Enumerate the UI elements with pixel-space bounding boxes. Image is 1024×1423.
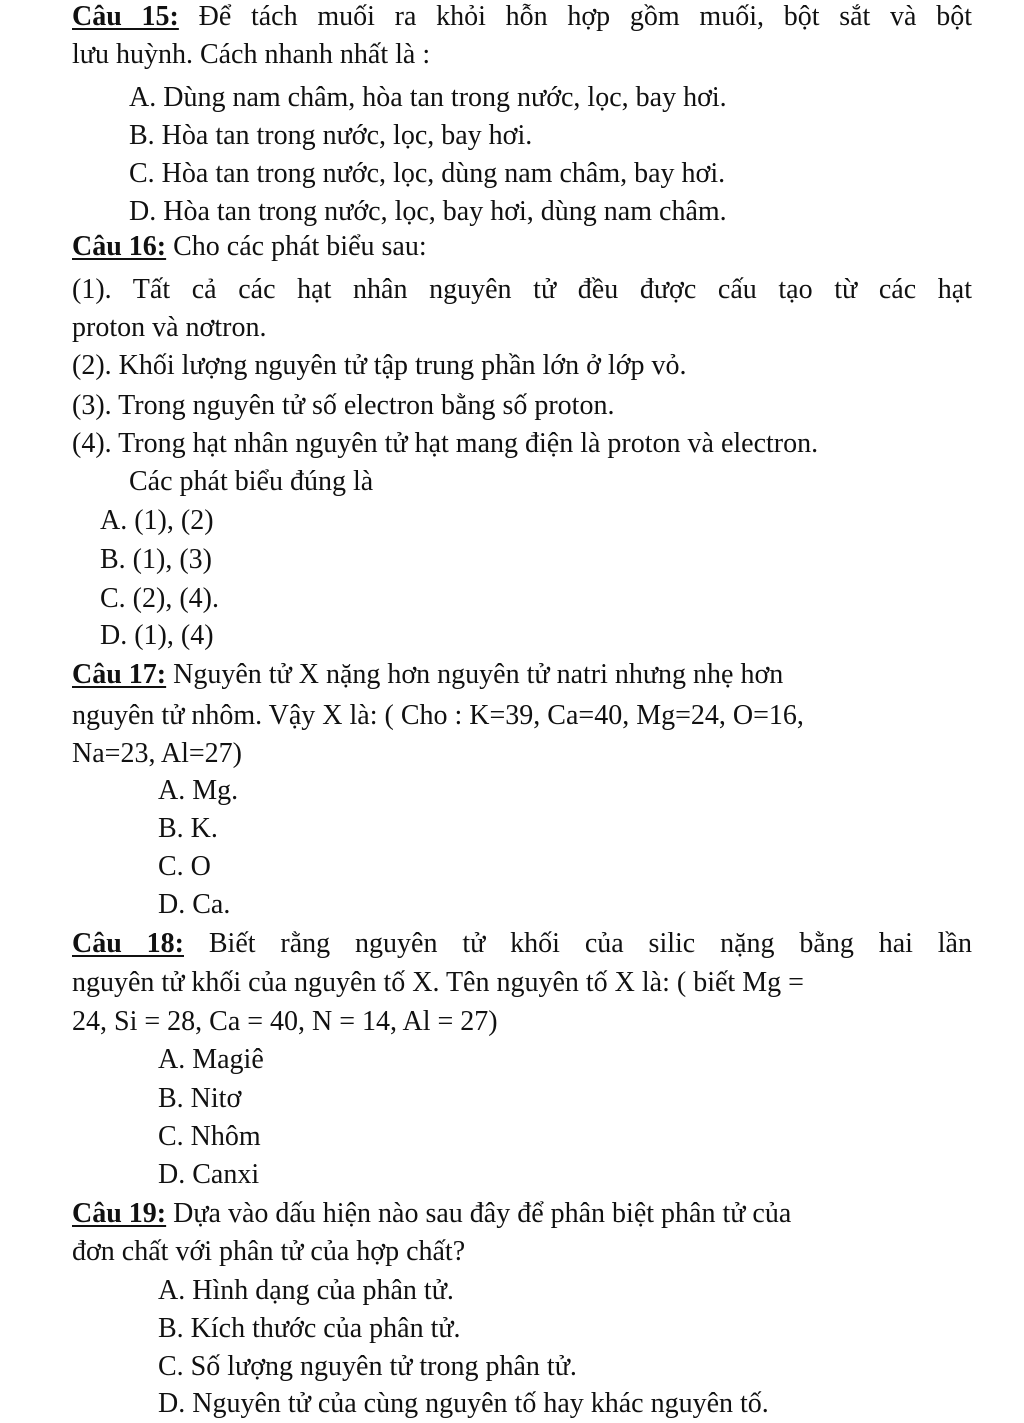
question-16-option-d: D. (1), (4): [100, 620, 214, 651]
question-16-stem: [72, 228, 427, 266]
question-19-option-d: D. Nguyên tử của cùng nguyên tố hay khác nguyên tố.: [158, 1388, 769, 1419]
question-16-statement-3: (3). Trong nguyên tử số electron bằng số proton.: [72, 390, 615, 421]
question-17-text: Nguyên tử X nặng hơn nguyên tử natri nhưng nhẹ hơn: [173, 659, 784, 690]
question-15-stem-line-2: lưu huỳnh. Cách nhanh nhất là :: [72, 39, 431, 70]
question-19-stem-line-1: [72, 1195, 791, 1233]
question-18-option-a: A. Magiê: [158, 1044, 264, 1075]
question-17-stem-line-3: Na=23, Al=27): [72, 738, 243, 769]
question-16-statement-1-cont: proton và nơtron.: [72, 312, 267, 343]
question-15-option-b: B. Hòa tan trong nước, lọc, bay hơi.: [129, 120, 533, 151]
question-15-text: Để tách muối ra khỏi hỗn hợp gồm muối, bột sắt và bột: [198, 1, 973, 32]
question-18-option-b: B. Nitơ: [158, 1083, 242, 1114]
question-19-stem-line-2: đơn chất với phân tử của hợp chất?: [72, 1236, 466, 1267]
question-15-option-a: A. Dùng nam châm, hòa tan trong nước, lọc, bay hơi.: [129, 82, 727, 113]
question-16-option-b: B. (1), (3): [100, 544, 212, 575]
question-16-option-c: C. (2), (4).: [100, 583, 219, 614]
question-19-text: Dựa vào dấu hiện nào sau đây để phân biệt phân tử của: [173, 1198, 792, 1229]
question-16-text: Cho các phát biểu sau:: [173, 231, 427, 262]
question-17-option-c: C. O: [158, 851, 211, 882]
question-15-option-c: C. Hòa tan trong nước, lọc, dùng nam châm, bay hơi.: [129, 158, 726, 189]
question-19-option-c: C. Số lượng nguyên tử trong phân tử.: [158, 1351, 577, 1382]
question-15-option-d: D. Hòa tan trong nước, lọc, bay hơi, dùng nam châm.: [129, 196, 727, 227]
question-17-stem-line-1: [72, 656, 783, 694]
question-16-option-a: A. (1), (2): [100, 505, 214, 536]
question-18-text: Biết rằng nguyên tử khối của silic nặng bằng hai lần: [208, 928, 972, 959]
question-18-label: Câu 18:: [72, 928, 184, 959]
question-17-stem-line-2: nguyên tử nhôm. Vậy X là: ( Cho : K=39, Ca=40, Mg=24, O=16,: [72, 700, 804, 731]
question-16-label: Câu 16:: [72, 231, 167, 262]
question-16-prompt: Các phát biểu đúng là: [129, 466, 374, 497]
question-17-option-d: D. Ca.: [158, 889, 231, 920]
question-19-option-a: A. Hình dạng của phân tử.: [158, 1275, 454, 1306]
question-16-statement-4: (4). Trong hạt nhân nguyên tử hạt mang điện là proton và electron.: [72, 428, 819, 459]
question-18-stem-line-1: [72, 925, 972, 963]
question-19-option-b: B. Kích thước của phân tử.: [158, 1313, 461, 1344]
question-18-stem-line-2: nguyên tử khối của nguyên tố X. Tên nguyên tố X là: ( biết Mg =: [72, 967, 804, 998]
question-16-statement-2: (2). Khối lượng nguyên tử tập trung phần lớn ở lớp vỏ.: [72, 350, 687, 381]
question-17-label: Câu 17:: [72, 659, 167, 690]
question-19-label: Câu 19:: [72, 1198, 167, 1229]
question-16-statement-1: (1). Tất cả các hạt nhân nguyên tử đều được cấu tạo từ các hạt: [72, 274, 972, 305]
question-15-label: Câu 15:: [72, 1, 179, 32]
question-17-option-a: A. Mg.: [158, 775, 239, 806]
question-15-stem-line-1: [72, 0, 972, 36]
question-18-stem-line-3: 24, Si = 28, Ca = 40, N = 14, Al = 27): [72, 1006, 498, 1037]
question-17-option-b: B. K.: [158, 813, 218, 844]
question-18-option-d: D. Canxi: [158, 1159, 260, 1190]
question-18-option-c: C. Nhôm: [158, 1121, 261, 1152]
